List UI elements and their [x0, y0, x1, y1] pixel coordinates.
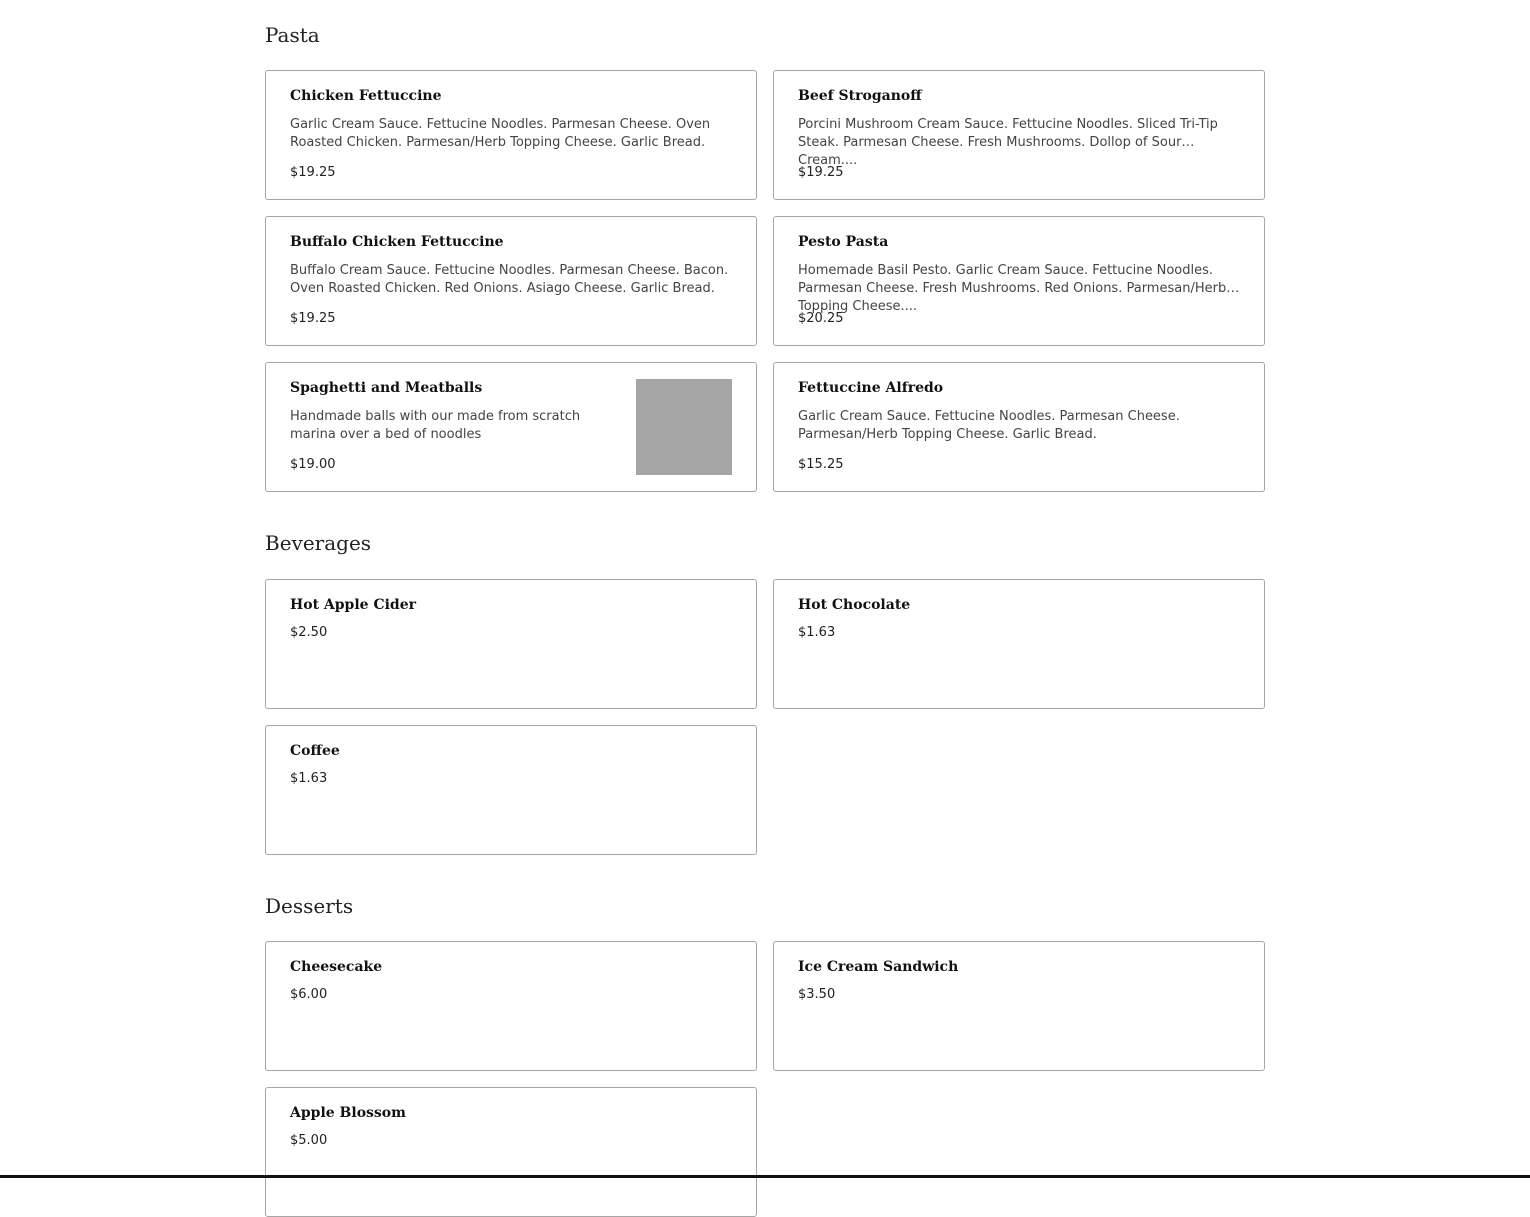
menu-item-card[interactable]: [773, 216, 1265, 346]
section-title: Beverages: [265, 531, 372, 555]
menu-item-card[interactable]: [773, 941, 1265, 1071]
item-name: Cheesecake: [290, 959, 383, 975]
item-price: $2.50: [290, 625, 328, 640]
menu-item-card[interactable]: [265, 941, 757, 1071]
item-price: $3.50: [798, 987, 836, 1002]
menu-item-card[interactable]: [265, 1087, 757, 1217]
menu-item-card[interactable]: [773, 579, 1265, 709]
item-description: Garlic Cream Sauce. Fettucine Noodles. Parmesan Cheese. Parmesan/Herb Topping Cheese. Garlic Bread.: [798, 409, 1180, 442]
menu-item-card[interactable]: [773, 70, 1265, 200]
item-name: Fettuccine Alfredo: [798, 380, 944, 396]
item-name: Apple Blossom: [290, 1105, 406, 1121]
item-description: Porcini Mushroom Cream Sauce. Fettucine Noodles. Sliced Tri-Tip Steak. Parmesan Cheese. Fresh Mushrooms. Dollop of Sour Cream....: [798, 117, 1218, 168]
item-price: $15.25: [798, 457, 844, 472]
item-price: $20.25: [798, 311, 844, 326]
item-name: Hot Chocolate: [798, 597, 911, 613]
section-title: Pasta: [265, 23, 320, 47]
item-name: Chicken Fettuccine: [290, 88, 442, 104]
item-price: $19.25: [798, 165, 844, 180]
item-name: Pesto Pasta: [798, 234, 889, 250]
menu-item-card[interactable]: [265, 579, 757, 709]
item-description: Buffalo Cream Sauce. Fettucine Noodles. Parmesan Cheese. Bacon. Oven Roasted Chicken. Red Onions. Asiago Cheese. Garlic Bread.: [290, 263, 729, 296]
item-name: Hot Apple Cider: [290, 597, 416, 613]
item-description: Garlic Cream Sauce. Fettucine Noodles. Parmesan Cheese. Oven Roasted Chicken. Parmesan/Herb Topping Cheese. Garlic Bread.: [290, 117, 711, 150]
item-price: $19.00: [290, 457, 336, 472]
bottom-bar: [0, 1175, 1530, 1178]
section-desserts: [265, 855, 1265, 1217]
item-name: Beef Stroganoff: [798, 88, 922, 104]
section-beverages: [265, 492, 1265, 855]
item-price: $6.00: [290, 987, 328, 1002]
menu-item-card[interactable]: [265, 725, 757, 855]
menu-item-card[interactable]: [265, 216, 757, 346]
item-grid: [265, 579, 1265, 855]
menu-item-card[interactable]: [773, 362, 1265, 492]
menu-item-card[interactable]: [265, 362, 757, 492]
section-pasta: [265, 0, 1265, 492]
item-description: Handmade balls with our made from scratch marina over a bed of noodles: [290, 409, 581, 442]
item-image-placeholder: [636, 379, 732, 475]
menu-item-card[interactable]: [265, 70, 757, 200]
section-title: Desserts: [265, 894, 354, 918]
item-price: $1.63: [798, 625, 836, 640]
item-price: $5.00: [290, 1133, 328, 1148]
item-price: $1.63: [290, 771, 328, 786]
item-name: Ice Cream Sandwich: [798, 959, 959, 975]
item-name: Spaghetti and Meatballs: [290, 380, 483, 396]
item-description: Homemade Basil Pesto. Garlic Cream Sauce. Fettucine Noodles. Parmesan Cheese. Fresh Mushrooms. Red Onions. Parmesan/Herb Topping Cheese....: [798, 263, 1227, 314]
item-name: Coffee: [290, 743, 340, 759]
item-price: $19.25: [290, 165, 336, 180]
item-price: $19.25: [290, 311, 336, 326]
menu-container: [265, 0, 1265, 1217]
item-grid: [265, 70, 1265, 492]
item-name: Buffalo Chicken Fettuccine: [290, 234, 504, 250]
